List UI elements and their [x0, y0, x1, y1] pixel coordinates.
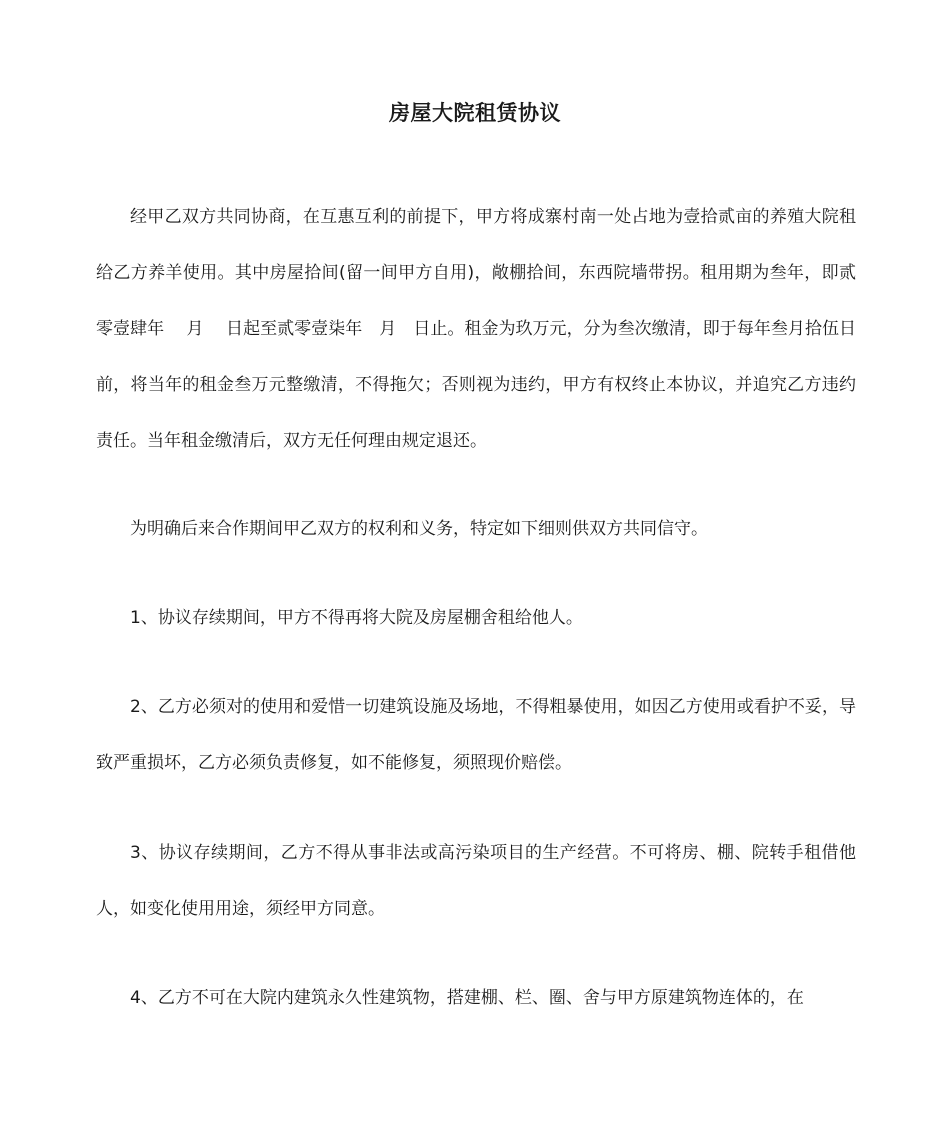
clause-4: 4、乙方不可在大院内建筑永久性建筑物，搭建棚、栏、圈、舍与甲方原建筑物连体的，在: [130, 988, 804, 1008]
clause-3: 3、协议存续期间，乙方不得从事非法或高污染项目的生产经营。不可将房、棚、院转手租借他人，如变化使用用途，须经甲方同意。: [96, 843, 856, 919]
clause-2: 2、乙方必须对的使用和爱惜一切建筑设施及场地，不得粗暴使用，如因乙方使用或看护不妥，导致严重损坏，乙方必须负责修复，如不能修复，须照现价赔偿。: [96, 697, 856, 773]
clause-1: 1、协议存续期间，甲方不得再将大院及房屋棚舍租给他人。: [130, 608, 583, 628]
paragraph-lease-terms: 经甲乙双方共同协商，在互惠互利的前提下，甲方将成寨村南一处占地为壹拾贰亩的养殖大院租给乙方养羊使用。其中房屋拾间(留一间甲方自用)，敞棚拾间，东西院墙带拐。租用期为叁年，即贰零壹肆年 月 日起至贰零壹柒年 月 日止。租金为玖万元，分为叁次缴清，即于每年叁月拾伍日前，将当年的租金叁万元整缴清，不得拖欠；否则视为违约，甲方有权终止本协议，并追究乙方违约责任。当年租金缴清后，双方无任何理由规定退还。: [96, 207, 856, 451]
document-title: 房屋大院租赁协议: [389, 101, 561, 125]
paragraph-preamble: 为明确后来合作期间甲乙双方的权利和义务，特定如下细则供双方共同信守。: [130, 519, 708, 539]
